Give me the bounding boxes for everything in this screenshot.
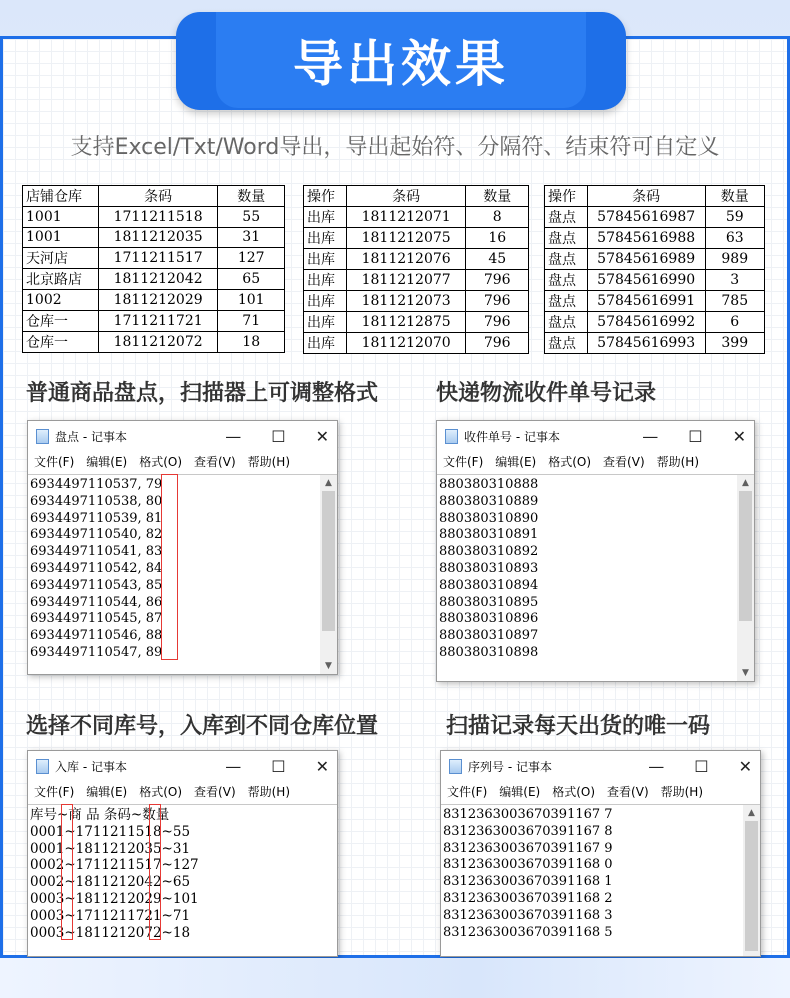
table-cell: 1811212029 xyxy=(98,290,218,311)
table-cell: 57845616990 xyxy=(587,270,705,291)
table-row xyxy=(23,290,285,311)
window-title: 盘点 - 记事本 xyxy=(55,429,127,444)
menu-item[interactable]: 帮助(H) xyxy=(247,784,291,799)
minimize-icon[interactable]: — xyxy=(642,426,659,446)
heading-shipping: 扫描记录每天出货的唯一码 xyxy=(446,714,711,739)
table-cell: 1811212075 xyxy=(346,228,466,249)
table-cell: 盘点 xyxy=(545,270,588,291)
table-cell: 55 xyxy=(218,207,285,228)
table-row xyxy=(545,291,765,312)
separator-highlight xyxy=(161,474,178,660)
scroll-up-arrow-icon[interactable]: ▲ xyxy=(748,808,755,818)
table-header-cell: 数量 xyxy=(466,186,529,207)
menu-item[interactable]: 编辑(E) xyxy=(86,454,128,469)
table-cell: 1811212070 xyxy=(346,333,466,354)
notepad-icon xyxy=(445,429,458,444)
menu-item[interactable]: 格式(O) xyxy=(548,454,592,469)
table-header-row xyxy=(545,186,765,207)
table-cell: 1811212073 xyxy=(346,291,466,312)
table-cell: 1711211517 xyxy=(98,248,218,269)
menu-item[interactable]: 查看(V) xyxy=(194,784,236,799)
scroll-up-arrow-icon[interactable]: ▲ xyxy=(742,478,749,488)
maximize-icon[interactable]: ☐ xyxy=(694,756,709,776)
page-title: 导出效果 xyxy=(216,12,586,108)
table-cell: 盘点 xyxy=(545,333,588,354)
menu-item[interactable]: 编辑(E) xyxy=(86,784,128,799)
heading-warehouse: 选择不同库号，入库到不同仓库位置 xyxy=(26,714,379,739)
table-cell: 127 xyxy=(218,248,285,269)
outbound-table xyxy=(303,185,529,354)
table-cell: 1811212072 xyxy=(98,331,218,352)
minimize-icon[interactable]: — xyxy=(225,756,242,776)
minimize-icon[interactable]: — xyxy=(648,756,665,776)
table-cell: 57845616987 xyxy=(587,207,705,228)
separator-highlight xyxy=(149,804,161,940)
table-cell: 出库 xyxy=(304,312,347,333)
table-header-cell: 数量 xyxy=(705,186,764,207)
menu-item[interactable]: 格式(O) xyxy=(139,784,183,799)
table-cell: 45 xyxy=(466,249,529,270)
table-row xyxy=(23,269,285,290)
menu-bar xyxy=(437,451,754,471)
menu-item[interactable]: 文件(F) xyxy=(447,784,488,799)
notepad-window-stocktake[interactable] xyxy=(27,420,338,675)
notepad-window-warehouse[interactable] xyxy=(27,750,338,957)
close-icon[interactable]: ✕ xyxy=(732,426,746,446)
menu-item[interactable]: 查看(V) xyxy=(603,454,645,469)
table-cell: 18 xyxy=(218,331,285,352)
table-cell: 仓库一 xyxy=(23,331,99,352)
table-row xyxy=(545,207,765,228)
window-title: 序列号 - 记事本 xyxy=(468,759,552,774)
table-cell: 57845616991 xyxy=(587,291,705,312)
table-cell: 1711211721 xyxy=(98,310,218,331)
table-row xyxy=(304,270,529,291)
table-cell: 盘点 xyxy=(545,291,588,312)
table-header-row xyxy=(304,186,529,207)
table-row xyxy=(23,207,285,228)
table-header-cell: 条码 xyxy=(98,186,218,207)
table-row xyxy=(304,333,529,354)
bottom-band xyxy=(0,958,790,998)
window-titlebar[interactable] xyxy=(28,421,337,451)
table-cell: 59 xyxy=(705,207,764,228)
table-cell: 1811212077 xyxy=(346,270,466,291)
table-cell: 796 xyxy=(466,333,529,354)
separator-highlight xyxy=(61,804,73,940)
notepad-icon xyxy=(36,429,49,444)
table-cell: 1711211518 xyxy=(98,207,218,228)
menu-item[interactable]: 文件(F) xyxy=(443,454,484,469)
heading-express: 快递物流收件单号记录 xyxy=(436,381,657,406)
close-icon[interactable]: ✕ xyxy=(315,426,329,446)
menu-item[interactable]: 查看(V) xyxy=(607,784,649,799)
table-row xyxy=(304,207,529,228)
menu-bar xyxy=(441,781,760,801)
window-title: 收件单号 - 记事本 xyxy=(464,429,560,444)
table-row xyxy=(304,228,529,249)
table-cell: 盘点 xyxy=(545,228,588,249)
table-row xyxy=(304,249,529,270)
table-cell: 北京路店 xyxy=(23,269,99,290)
menu-item[interactable]: 文件(F) xyxy=(34,454,75,469)
table-header-cell: 操作 xyxy=(304,186,347,207)
menu-item[interactable]: 帮助(H) xyxy=(247,454,291,469)
minimize-icon[interactable]: — xyxy=(225,426,242,446)
table-cell: 出库 xyxy=(304,270,347,291)
table-cell: 1811212042 xyxy=(98,269,218,290)
table-cell: 1811212071 xyxy=(346,207,466,228)
menu-item[interactable]: 编辑(E) xyxy=(499,784,541,799)
subtitle: 支持Excel/Txt/Word导出，导出起始符、分隔符、结束符可自定义 xyxy=(70,135,720,160)
maximize-icon[interactable]: ☐ xyxy=(688,426,703,446)
table-cell: 989 xyxy=(705,249,764,270)
close-icon[interactable]: ✕ xyxy=(738,756,752,776)
close-icon[interactable]: ✕ xyxy=(315,756,329,776)
table-cell: 1811212875 xyxy=(346,312,466,333)
window-titlebar[interactable] xyxy=(28,751,337,781)
menu-item[interactable]: 查看(V) xyxy=(194,454,236,469)
table-cell: 仓库一 xyxy=(23,310,99,331)
table-cell: 出库 xyxy=(304,228,347,249)
table-cell: 1811212076 xyxy=(346,249,466,270)
scroll-up-arrow-icon[interactable]: ▲ xyxy=(325,478,332,488)
menu-item[interactable]: 格式(O) xyxy=(139,454,183,469)
notepad-icon xyxy=(36,759,49,774)
table-row xyxy=(545,228,765,249)
menu-bar xyxy=(28,451,337,471)
table-row xyxy=(23,310,285,331)
table-cell: 57845616993 xyxy=(587,333,705,354)
table-cell: 71 xyxy=(218,310,285,331)
table-row xyxy=(545,312,765,333)
table-cell: 785 xyxy=(705,291,764,312)
table-cell: 796 xyxy=(466,270,529,291)
table-header-cell: 店铺仓库 xyxy=(23,186,99,207)
menu-item[interactable]: 文件(F) xyxy=(34,784,75,799)
menu-item[interactable]: 帮助(H) xyxy=(656,454,700,469)
table-header-cell: 条码 xyxy=(346,186,466,207)
table-cell: 65 xyxy=(218,269,285,290)
maximize-icon[interactable]: ☐ xyxy=(271,426,286,446)
window-titlebar[interactable] xyxy=(441,751,760,781)
notepad-icon xyxy=(449,759,462,774)
table-cell: 1811212035 xyxy=(98,227,218,248)
scroll-down-arrow-icon[interactable]: ▼ xyxy=(742,668,749,678)
menu-bar xyxy=(28,781,337,801)
window-titlebar[interactable] xyxy=(437,421,754,451)
table-cell: 盘点 xyxy=(545,312,588,333)
vertical-scrollbar[interactable] xyxy=(737,475,754,681)
table-header-row xyxy=(23,186,285,207)
table-cell: 399 xyxy=(705,333,764,354)
table-row xyxy=(23,248,285,269)
table-row xyxy=(545,249,765,270)
table-cell: 1001 xyxy=(23,227,99,248)
table-row xyxy=(304,291,529,312)
table-row xyxy=(545,333,765,354)
menu-item[interactable]: 编辑(E) xyxy=(495,454,537,469)
table-cell: 8 xyxy=(466,207,529,228)
notepad-text[interactable]: 8312363003670391167 7 8312363003670391167 8 8312363003670391167 9 8312363003670391168 0 8312363003670391168 1 8312363003670391168 2 8312363003670391168 3 8312363003670391168 5 xyxy=(443,807,613,940)
table-header-cell: 操作 xyxy=(545,186,588,207)
vertical-scrollbar[interactable] xyxy=(320,475,337,674)
table-header-cell: 条码 xyxy=(587,186,705,207)
menu-item[interactable]: 格式(O) xyxy=(552,784,596,799)
table-cell: 796 xyxy=(466,291,529,312)
table-cell: 796 xyxy=(466,312,529,333)
window-title: 入库 - 记事本 xyxy=(55,759,127,774)
table-cell: 31 xyxy=(218,227,285,248)
notepad-text[interactable]: 6934497110537, 79 6934497110538, 80 6934497110539, 81 6934497110540, 82 6934497110541, 83 6934497110542, 84 6934497110543, 85 6934497110544, 86 6934497110545, 87 6934497110546, 88 6934497110547, 89 xyxy=(30,477,163,660)
table-cell: 出库 xyxy=(304,291,347,312)
table-cell: 盘点 xyxy=(545,249,588,270)
maximize-icon[interactable]: ☐ xyxy=(271,756,286,776)
table-row xyxy=(23,331,285,352)
stocktake-table xyxy=(544,185,765,354)
table-row xyxy=(23,227,285,248)
heading-stocktake: 普通商品盘点，扫描器上可调整格式 xyxy=(26,381,379,406)
table-cell: 16 xyxy=(466,228,529,249)
table-row xyxy=(304,312,529,333)
table-cell: 101 xyxy=(218,290,285,311)
table-cell: 盘点 xyxy=(545,207,588,228)
table-cell: 天河店 xyxy=(23,248,99,269)
menu-item[interactable]: 帮助(H) xyxy=(660,784,704,799)
table-cell: 1002 xyxy=(23,290,99,311)
table-cell: 6 xyxy=(705,312,764,333)
notepad-window-express[interactable] xyxy=(436,420,755,682)
scroll-down-arrow-icon[interactable]: ▼ xyxy=(325,661,332,671)
table-cell: 出库 xyxy=(304,207,347,228)
table-cell: 57845616992 xyxy=(587,312,705,333)
table-cell: 出库 xyxy=(304,333,347,354)
table-cell: 出库 xyxy=(304,249,347,270)
table-header-cell: 数量 xyxy=(218,186,285,207)
vertical-scrollbar[interactable] xyxy=(743,805,760,956)
notepad-text[interactable]: 880380310888 880380310889 880380310890 880380310891 880380310892 880380310893 880380310894 880380310895 880380310896 880380310897 880380310898 xyxy=(439,477,539,660)
inventory-table xyxy=(22,185,285,353)
notepad-window-serial[interactable] xyxy=(440,750,761,957)
table-cell: 57845616989 xyxy=(587,249,705,270)
table-row xyxy=(545,270,765,291)
table-cell: 63 xyxy=(705,228,764,249)
notepad-text[interactable]: 库号~商 品 条码~数量 0001~1711211518~55 0001~1811212035~31 0002~1711211517~127 0002~1811212042~65 0003~1811212029~101 0003~1711211721~71 0003~1811212072~18 xyxy=(30,807,199,941)
table-cell: 3 xyxy=(705,270,764,291)
table-cell: 57845616988 xyxy=(587,228,705,249)
table-cell: 1001 xyxy=(23,207,99,228)
